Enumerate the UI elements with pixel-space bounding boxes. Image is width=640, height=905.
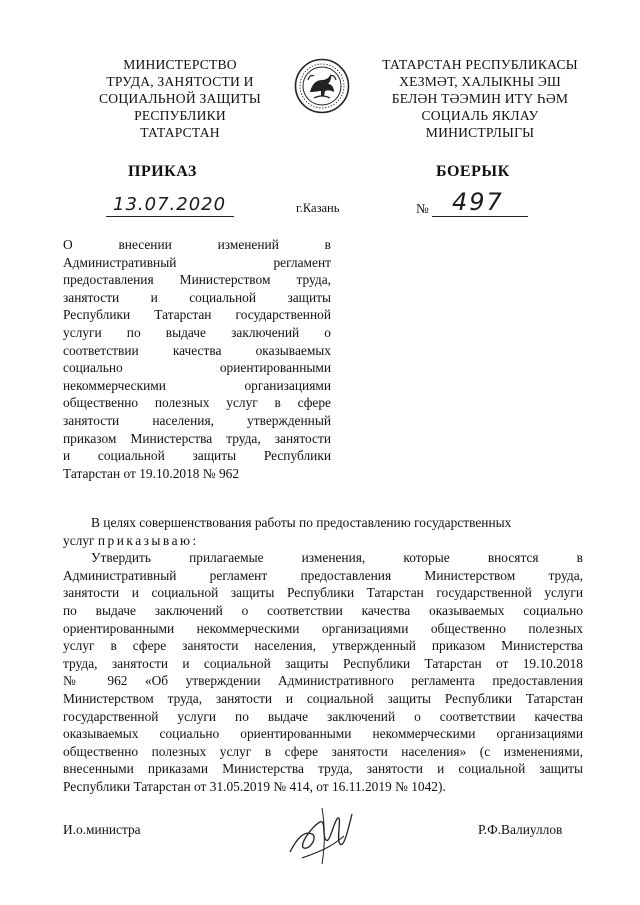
document-body [63, 514, 583, 796]
body-intro-line [63, 532, 583, 550]
subject-line: некоммерческими организациями [63, 377, 331, 393]
header-left-line: ТАТАРСТАН [140, 125, 220, 140]
body-line: Республики Татарстан от 31.05.2019 № 414, от 16.11.2019 № 1042). [63, 778, 446, 794]
subject-line: услуги по выдаче заключений о [63, 324, 331, 340]
number-underline [432, 216, 528, 217]
body-line: общественно полезных услуг в сфере занятости населения» (с изменениями, [63, 743, 583, 759]
body-line: по выдаче заключений о соответствии качества оказываемых социально [63, 602, 583, 618]
body-intro-text: услуг [63, 532, 98, 548]
order-title-tatar: БОЕРЫК [436, 163, 510, 180]
body-line: оказываемых социально ориентированными некоммерческими организациями [63, 726, 583, 742]
header-left-line: МИНИСТЕРСТВО [123, 57, 237, 72]
subject-line: соответствии качества оказываемых [63, 342, 331, 358]
subject-line: занятости населения, утвержденный [63, 412, 331, 428]
header-right-line: СОЦИАЛЬ ЯКЛАУ [421, 108, 539, 123]
order-date: 13.07.2020 [113, 194, 227, 215]
body-line: № 962 «Об утверждении Административного регламента предоставления [63, 673, 583, 689]
body-line: внесенными приказами Министерства труда, занятости и социальной защиты [63, 761, 583, 777]
body-line: Административный регламент предоставления Министерством труда, [63, 567, 583, 583]
body-spaced-order-word: приказываю: [97, 532, 199, 548]
subject-line: Татарстан от 19.10.2018 № 962 [63, 465, 240, 481]
date-underline [106, 216, 234, 217]
order-title-russian: ПРИКАЗ [128, 163, 197, 180]
subject-line: Административный регламент [63, 254, 331, 270]
order-city: г.Казань [296, 201, 340, 215]
header-right-line: БЕЛӘН ТӘЭМИН ИТҮ ҺӘМ [391, 91, 569, 106]
body-line: услуг в сфере занятости населения, утвержденный приказом Министерства [63, 638, 583, 654]
subject-line: предоставления Министерством труда, [63, 272, 331, 288]
header-right-line: ХЕЗМӘТ, ХАЛЫКНЫ ЭШ [399, 74, 561, 89]
signatory-position: И.о.министра [63, 822, 141, 837]
body-line: труда, занятости и социальной защиты Республики Татарстан от 19.10.2018 [63, 655, 583, 671]
body-line: занятости и социальной защиты Республики Татарстан государственной услуги [63, 585, 583, 601]
body-line: ориентированными некоммерческими организациями общественно полезных [63, 620, 583, 636]
order-number: 497 [452, 188, 504, 216]
ministry-name-tatar [360, 56, 600, 141]
ministry-name-russian [70, 56, 290, 141]
header-right-line: ТАТАРСТАН РЕСПУБЛИКАСЫ [382, 57, 578, 72]
order-number-prefix: № [416, 201, 429, 216]
handwritten-signature [282, 800, 362, 870]
subject-line: Республики Татарстан государственной [63, 307, 331, 323]
subject-line: общественно полезных услуг в сфере [63, 395, 331, 411]
subject-line: социально ориентированными [63, 360, 331, 376]
signatory-name: Р.Ф.Валиуллов [478, 822, 563, 837]
subject-line: О внесении изменений в [63, 237, 331, 252]
body-line: Утвердить прилагаемые изменения, которые вносятся в [91, 550, 583, 566]
body-line: Министерством труда, занятости и социальной защиты Республики Татарстан [63, 690, 583, 706]
body-intro-line: В целях совершенствования работы по предоставлению государственных [91, 515, 512, 530]
header-left-line: ТРУДА, ЗАНЯТОСТИ И [106, 74, 254, 89]
subject-line: приказом Министерства труда, занятости [63, 430, 331, 446]
header-left-line: РЕСПУБЛИКИ [134, 108, 226, 123]
coat-of-arms-emblem [294, 58, 350, 114]
document-subject [63, 236, 331, 482]
subject-line: занятости и социальной защиты [63, 289, 331, 305]
header-left-line: СОЦИАЛЬНОЙ ЗАЩИТЫ [99, 91, 261, 106]
subject-line: и социальной защиты Республики [63, 448, 331, 464]
body-line: государственной услуги по выдаче заключений о соответствии качества [63, 708, 583, 724]
header-right-line: МИНИСТРЛЫГЫ [425, 125, 535, 140]
